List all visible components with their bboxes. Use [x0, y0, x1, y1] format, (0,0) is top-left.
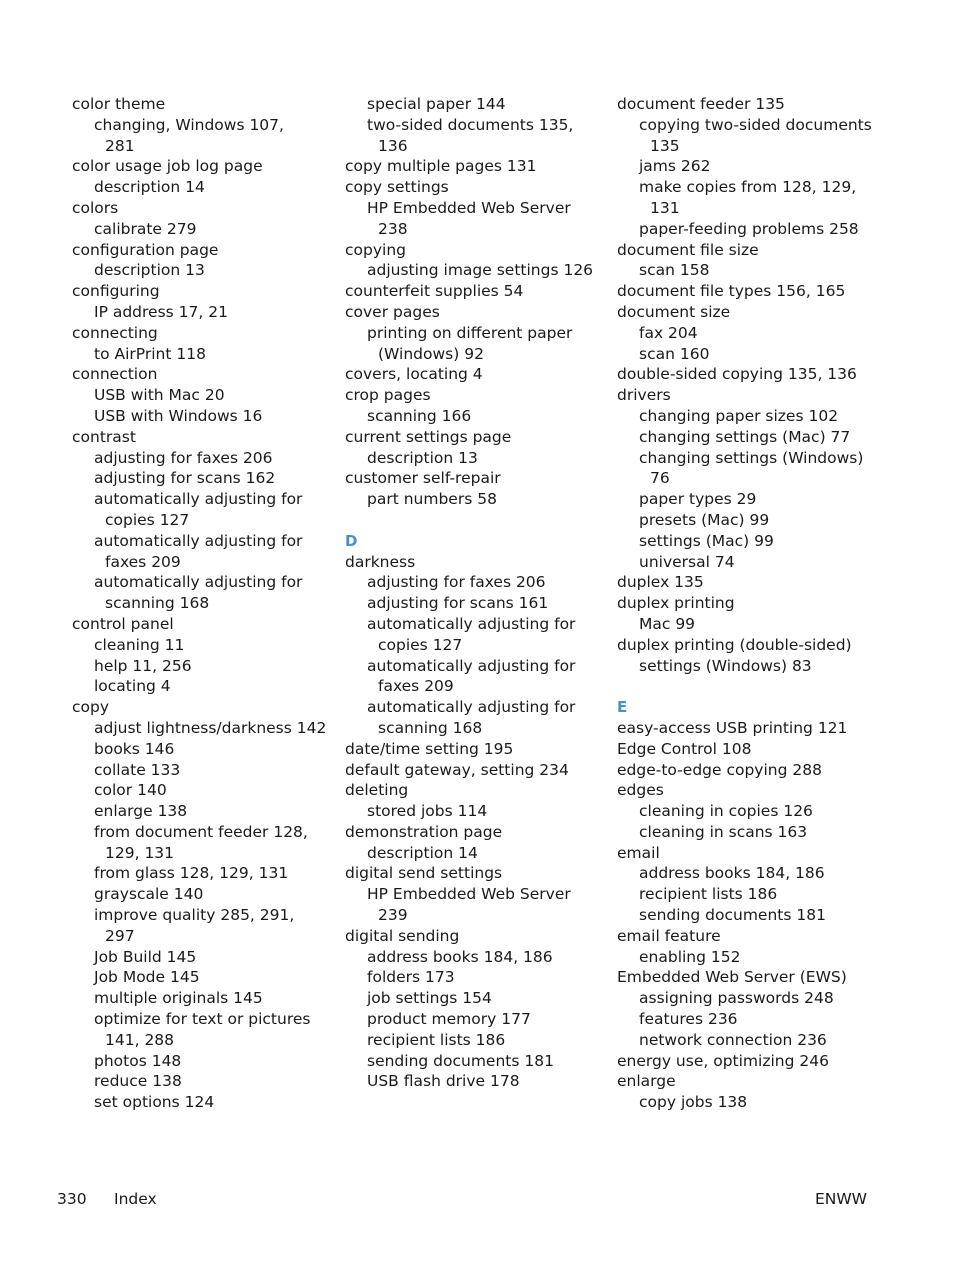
index-subentry: stored jobs 114: [367, 802, 488, 821]
index-subentry: copying two-sided documents: [639, 115, 872, 134]
index-continuation: scanning 168: [105, 594, 210, 613]
index-letter-heading: E: [617, 698, 628, 717]
index-subentry: automatically adjusting for: [94, 490, 303, 509]
index-entry: color theme: [72, 95, 166, 113]
index-subentry: settings (Windows) 83: [639, 656, 812, 675]
index-subentry: universal 74: [639, 552, 735, 571]
index-entry: control panel: [72, 614, 174, 633]
index-subentry: part numbers 58: [367, 490, 497, 509]
index-subentry: printing on different paper: [367, 323, 573, 342]
index-subentry: automatically adjusting for: [94, 531, 303, 550]
index-subentry: optimize for text or pictures: [94, 1010, 311, 1029]
index-column-1: [72, 94, 334, 1113]
index-subentry: Mac 99: [639, 614, 696, 633]
index-entry: copying: [345, 240, 406, 259]
index-subentry: assigning passwords 248: [639, 989, 834, 1008]
index-subentry: address books 184, 186: [367, 947, 553, 966]
index-continuation: 136: [378, 136, 408, 155]
index-subentry: network connection 236: [639, 1030, 827, 1049]
index-subentry: from glass 128, 129, 131: [94, 864, 289, 883]
index-subentry: automatically adjusting for: [367, 614, 576, 633]
index-subentry: grayscale 140: [94, 885, 204, 904]
index-entry: copy settings: [345, 178, 449, 197]
index-letter-heading: D: [345, 531, 358, 550]
index-entry: cover pages: [345, 302, 440, 321]
index-subentry: improve quality 285, 291,: [94, 906, 295, 925]
index-subentry: to AirPrint 118: [94, 344, 206, 363]
index-subentry: description 13: [94, 261, 205, 280]
index-subentry: cleaning in copies 126: [639, 802, 813, 821]
index-subentry: books 146: [94, 739, 175, 758]
index-continuation: (Windows) 92: [378, 344, 484, 363]
index-entry: deleting: [345, 781, 409, 800]
index-subentry: cleaning 11: [94, 635, 185, 654]
index-entry: duplex printing: [617, 594, 735, 613]
index-entry: default gateway, setting 234: [345, 760, 569, 779]
index-entry: counterfeit supplies 54: [345, 282, 524, 301]
index-subentry: automatically adjusting for: [367, 698, 576, 717]
index-entry: color usage job log page: [72, 157, 263, 176]
index-subentry: changing settings (Windows): [639, 448, 864, 467]
index-subentry: folders 173: [367, 968, 455, 987]
index-subentry: HP Embedded Web Server: [367, 885, 571, 904]
index-continuation: 141, 288: [105, 1030, 175, 1049]
index-entry: colors: [72, 198, 119, 217]
index-subentry: recipient lists 186: [367, 1030, 506, 1049]
index-subentry: multiple originals 145: [94, 989, 263, 1008]
index-subentry: photos 148: [94, 1051, 182, 1070]
index-subentry: description 14: [367, 843, 478, 862]
index-continuation: faxes 209: [105, 552, 181, 571]
index-subentry: make copies from 128, 129,: [639, 178, 857, 197]
index-subentry: description 13: [367, 448, 478, 467]
index-entry: document feeder 135: [617, 95, 785, 113]
index-subentry: help 11, 256: [94, 656, 192, 675]
index-subentry: scan 158: [639, 261, 710, 280]
index-continuation: faxes 209: [378, 677, 454, 696]
index-continuation: 76: [650, 469, 670, 488]
index-subentry: set options 124: [94, 1093, 215, 1112]
index-entry: document file size: [617, 240, 759, 259]
index-subentry: changing settings (Mac) 77: [639, 427, 851, 446]
index-entry: document size: [617, 302, 731, 321]
index-entry: digital sending: [345, 926, 460, 945]
index-subentry: cleaning in scans 163: [639, 822, 808, 841]
index-continuation: 129, 131: [105, 843, 175, 862]
index-subentry: description 14: [94, 178, 205, 197]
index-entry: crop pages: [345, 386, 431, 405]
index-subentry: jams 262: [639, 157, 711, 176]
index-subentry: HP Embedded Web Server: [367, 198, 571, 217]
index-subentry: changing paper sizes 102: [639, 406, 839, 425]
index-entry: covers, locating 4: [345, 365, 483, 384]
index-entry: easy-access USB printing 121: [617, 718, 848, 737]
index-continuation: 238: [378, 219, 408, 238]
index-subentry: locating 4: [94, 677, 171, 696]
index-subentry: Job Build 145: [94, 947, 197, 966]
index-column-2: [345, 94, 607, 1092]
index-entry: darkness: [345, 552, 416, 571]
index-entry: copy multiple pages 131: [345, 157, 537, 176]
index-subentry: job settings 154: [367, 989, 492, 1008]
index-entry: digital send settings: [345, 864, 503, 883]
index-entry: configuring: [72, 282, 160, 301]
index-entry: copy: [72, 698, 110, 717]
index-subentry: settings (Mac) 99: [639, 531, 774, 550]
index-subentry: Job Mode 145: [94, 968, 200, 987]
index-entry: enlarge: [617, 1072, 676, 1091]
index-entry: duplex printing (double-sided): [617, 635, 852, 654]
index-subentry: paper types 29: [639, 490, 757, 509]
index-subentry: calibrate 279: [94, 219, 197, 238]
index-subentry: from document feeder 128,: [94, 822, 308, 841]
page-number: 330: [57, 1190, 87, 1208]
index-subentry: address books 184, 186: [639, 864, 825, 883]
index-subentry: special paper 144: [367, 95, 506, 113]
index-subentry: paper-feeding problems 258: [639, 219, 859, 238]
index-subentry: adjust lightness/darkness 142: [94, 718, 327, 737]
index-subentry: automatically adjusting for: [367, 656, 576, 675]
section-title: Index: [114, 1190, 157, 1208]
index-entry: connecting: [72, 323, 158, 342]
index-subentry: USB flash drive 178: [367, 1072, 520, 1091]
index-subentry: changing, Windows 107,: [94, 115, 284, 134]
index-entry: duplex 135: [617, 573, 704, 592]
index-entry: energy use, optimizing 246: [617, 1051, 829, 1070]
index-continuation: copies 127: [105, 510, 190, 529]
index-subentry: adjusting for faxes 206: [367, 573, 546, 592]
index-entry: edge-to-edge copying 288: [617, 760, 822, 779]
document-code: ENWW: [814, 1190, 867, 1208]
index-entry: contrast: [72, 427, 136, 446]
index-entry: connection: [72, 365, 158, 384]
index-entry: current settings page: [345, 427, 512, 446]
index-subentry: sending documents 181: [639, 906, 826, 925]
index-entry: customer self-repair: [345, 469, 501, 488]
index-continuation: 281: [105, 136, 135, 155]
index-entry: email: [617, 843, 660, 862]
index-subentry: color 140: [94, 781, 167, 800]
index-subentry: adjusting for faxes 206: [94, 448, 273, 467]
index-subentry: two-sided documents 135,: [367, 115, 574, 134]
index-subentry: product memory 177: [367, 1010, 531, 1029]
index-subentry: sending documents 181: [367, 1051, 554, 1070]
index-subentry: USB with Windows 16: [94, 406, 263, 425]
index-subentry: USB with Mac 20: [94, 386, 225, 405]
index-continuation: 131: [650, 198, 680, 217]
index-subentry: recipient lists 186: [639, 885, 778, 904]
index-continuation: scanning 168: [378, 718, 483, 737]
index-entry: Edge Control 108: [617, 739, 752, 758]
index-subentry: features 236: [639, 1010, 738, 1029]
section-gap: [345, 510, 607, 531]
index-subentry: collate 133: [94, 760, 181, 779]
index-entry: drivers: [617, 386, 671, 405]
index-continuation: 297: [105, 926, 135, 945]
index-entry: email feature: [617, 926, 721, 945]
index-entry: configuration page: [72, 240, 219, 259]
index-entry: double-sided copying 135, 136: [617, 365, 857, 384]
index-subentry: reduce 138: [94, 1072, 182, 1091]
index-subentry: presets (Mac) 99: [639, 510, 770, 529]
index-subentry: IP address 17, 21: [94, 302, 228, 321]
index-subentry: scan 160: [639, 344, 710, 363]
index-continuation: 239: [378, 906, 408, 925]
index-continuation: 135: [650, 136, 680, 155]
index-subentry: adjusting for scans 161: [367, 594, 549, 613]
index-entry: document file types 156, 165: [617, 282, 846, 301]
section-gap: [617, 676, 879, 697]
index-continuation: copies 127: [378, 635, 463, 654]
index-entry: demonstration page: [345, 822, 503, 841]
index-subentry: automatically adjusting for: [94, 573, 303, 592]
index-subentry: copy jobs 138: [639, 1093, 748, 1112]
index-subentry: enabling 152: [639, 947, 741, 966]
index-subentry: adjusting image settings 126: [367, 261, 594, 280]
index-entry: date/time setting 195: [345, 739, 514, 758]
index-subentry: enlarge 138: [94, 802, 188, 821]
index-subentry: scanning 166: [367, 406, 472, 425]
index-subentry: adjusting for scans 162: [94, 469, 276, 488]
index-column-3: [617, 94, 879, 1113]
index-entry: Embedded Web Server (EWS): [617, 968, 847, 987]
index-subentry: fax 204: [639, 323, 698, 342]
index-entry: edges: [617, 781, 664, 800]
